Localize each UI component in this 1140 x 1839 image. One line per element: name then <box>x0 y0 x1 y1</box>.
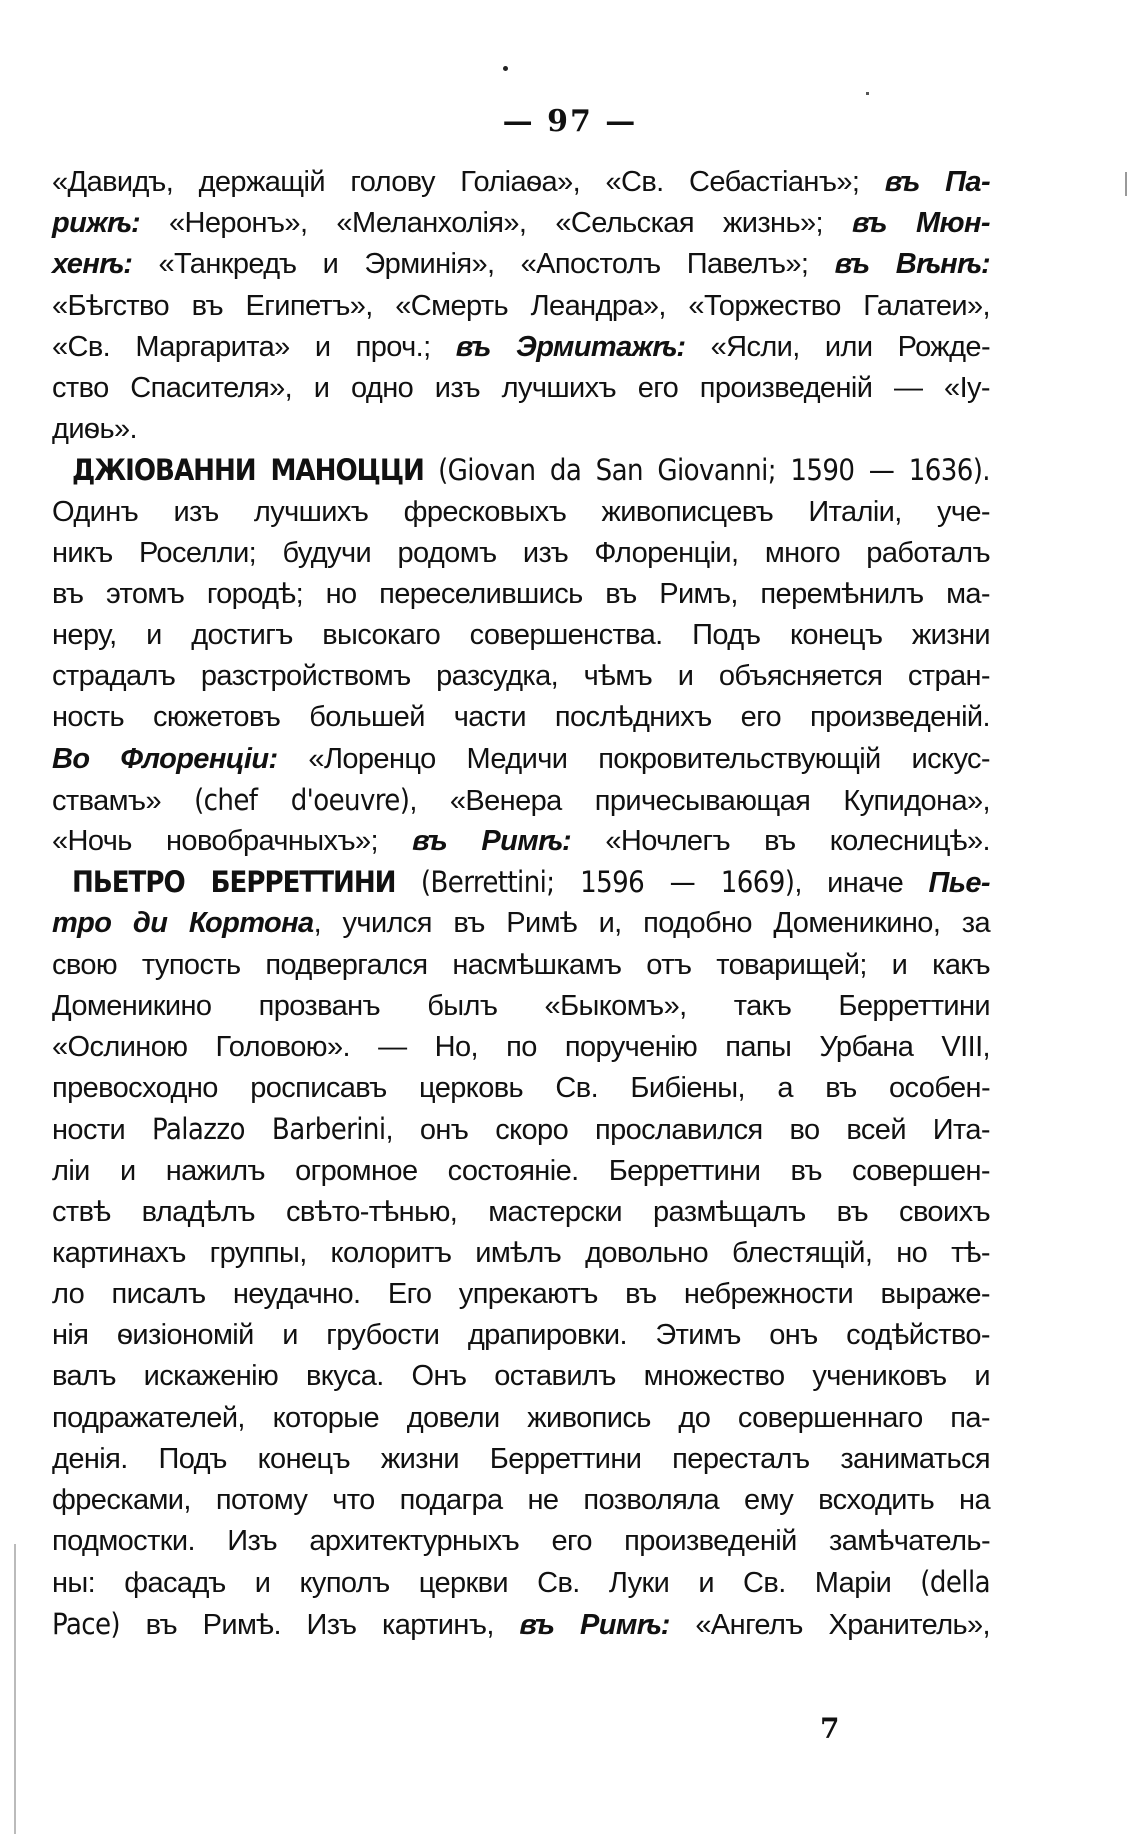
text-run: превосходно росписавъ церковь Св. Бибіены, а въ особен- <box>52 1072 990 1105</box>
scan-edge-mark <box>1125 172 1127 196</box>
text-run: ло писалъ неудачно. Его упрекаютъ въ небрежности выраже- <box>52 1278 990 1311</box>
text-run: неру, и достигъ высокаго совершенства. Подъ конецъ жизни <box>52 619 990 652</box>
text-line <box>52 286 990 327</box>
text-run <box>396 867 421 899</box>
text-line <box>52 1604 990 1645</box>
text-line <box>52 1151 990 1192</box>
text-line <box>52 1192 990 1233</box>
text-run: «Неронъ», «Меланхолія», «Сельская жизнь»; <box>140 207 852 240</box>
text-run: ности <box>52 1114 153 1147</box>
text-run: въ Римѣ. Изъ картинъ, <box>120 1608 520 1641</box>
text-run: свою тупость подвергался насмѣшкамъ отъ товарищей; и какъ <box>52 948 990 981</box>
text-line <box>52 1521 990 1562</box>
latin-run: Pace) <box>52 1606 120 1641</box>
text-line <box>52 1068 990 1109</box>
text-line <box>52 1233 990 1274</box>
text-run: ность сюжетовъ большей части послѣднихъ его произведеній. <box>52 701 990 734</box>
italic-run: рижѣ: <box>52 207 141 240</box>
speck-mark <box>866 92 869 95</box>
text-run: , иначе <box>794 867 929 900</box>
text-line <box>52 1274 990 1315</box>
text-line <box>52 821 990 862</box>
text-run: «Бѣгство въ Египетъ», «Смерть Леандра», «Торжество Галатеи», <box>52 289 990 322</box>
text-run: ліи и нажилъ огромное состояніе. Берреттини въ совершен- <box>52 1154 990 1187</box>
text-line <box>52 162 990 203</box>
text-run: ствѣ владѣлъ свѣто-тѣнью, мастерски размѣщалъ въ своихъ <box>52 1195 990 1228</box>
text-run: «Ангелъ Хранитель», <box>669 1608 991 1641</box>
text-line <box>52 739 990 780</box>
text-line <box>52 368 990 409</box>
text-run: валъ искаженію вкуса. Онъ оставилъ множество учениковъ и <box>52 1360 990 1393</box>
text-run: «Ночлегъ въ колесницѣ». <box>571 825 990 857</box>
text-run <box>424 455 438 487</box>
text-run: нія ѳизіономій и грубости драпировки. Этимъ онъ содѣйство- <box>52 1319 990 1352</box>
text-run: «Лоренцо Медичи покровительствующій искус- <box>277 742 990 775</box>
italic-run: тро ди Кортона <box>52 907 314 940</box>
text-run: фресками, потому что подагра не позволяла ему всходить на <box>52 1484 990 1516</box>
text-line <box>52 574 990 615</box>
text-line <box>52 1315 990 1356</box>
text-line <box>52 409 990 450</box>
latin-run: (Berrettini; 1596 — 1669) <box>420 865 795 900</box>
italic-run: Пье- <box>928 867 990 900</box>
text-run: «Св. Маргарита» и проч.; <box>52 330 456 363</box>
text-run: , учился въ Римѣ и, подобно Доменикино, за <box>313 907 991 940</box>
italic-run: въ Вѣнѣ: <box>834 248 991 281</box>
text-run: картинахъ группы, колоритъ имѣлъ довольно блестящій, но тѣ- <box>52 1236 990 1269</box>
text-line <box>52 1027 990 1068</box>
latin-run: Palazzo Barberini <box>152 1112 386 1147</box>
text-run: страдалъ разстройствомъ разсудка, чѣмъ и объясняется стран- <box>52 660 990 693</box>
text-line <box>52 1480 990 1521</box>
text-run: Одинъ изъ лучшихъ фресковыхъ живописцевъ Италіи, уче- <box>52 495 990 528</box>
text-line <box>52 697 990 738</box>
body-text <box>52 162 990 1645</box>
text-line <box>52 945 990 986</box>
text-run: денія. Подъ конецъ жизни Берреттини пересталъ заниматься <box>52 1442 990 1475</box>
latin-run: (della <box>920 1565 990 1600</box>
text-run: диѳь». <box>52 413 137 446</box>
text-run: подражателей, которые довели живопись до совершеннаго па- <box>52 1401 990 1434</box>
italic-run: хенѣ: <box>52 248 133 281</box>
text-line <box>52 780 990 821</box>
text-run: ны: фасадъ и куполъ церкви Св. Луки и Св. Маріи <box>52 1567 921 1600</box>
text-run: , «Венера причесывающая Купидона», <box>409 784 990 817</box>
text-run: въ этомъ городѣ; но переселившись въ Римъ, перемѣнилъ ма- <box>52 577 990 610</box>
scan-edge-line <box>14 1544 16 1834</box>
text-line <box>52 986 990 1027</box>
text-line <box>52 327 990 368</box>
page-number: — 97 — <box>502 104 638 139</box>
italic-run: въ Мюн- <box>851 207 990 240</box>
text-line <box>52 203 990 244</box>
italic-run: въ Па- <box>884 166 990 198</box>
entry-heading: ДЖІОВАННИ МАНОЦЦИ <box>72 453 424 488</box>
text-line <box>52 450 990 491</box>
text-run: «Ослиною Головою». — Но, по порученію папы Урбана VIII, <box>52 1030 990 1063</box>
latin-run: (chef d'oeuvre) <box>194 782 410 817</box>
text-line <box>52 615 990 656</box>
text-line <box>52 1109 990 1150</box>
italic-run: Во Флоренціи: <box>52 742 278 775</box>
text-line <box>52 903 990 944</box>
text-line <box>52 1356 990 1397</box>
text-line <box>52 1398 990 1439</box>
text-run: никъ Роселли; будучи родомъ изъ Флоренціи, много работалъ <box>52 536 990 569</box>
text-run: , онъ скоро прославился во всей Ита- <box>385 1114 990 1147</box>
italic-run: въ Эрмитажѣ: <box>455 330 686 363</box>
text-run: «Ночь новобрачныхъ»; <box>52 825 413 857</box>
text-run: ствамъ» <box>52 784 195 817</box>
text-run: подмостки. Изъ архитектурныхъ его произведеній замѣчатель- <box>52 1525 990 1558</box>
text-line <box>52 492 990 533</box>
entry-heading: ПЬЕТРО БЕРРЕТТИНИ <box>72 865 396 900</box>
text-line <box>52 656 990 697</box>
text-line <box>52 533 990 574</box>
text-run: «Ясли, или Рожде- <box>685 330 991 363</box>
italic-run: въ Римѣ: <box>519 1608 670 1641</box>
printer-dot <box>503 66 508 71</box>
text-line <box>52 862 990 903</box>
latin-run: (Giovan da San Giovanni; 1590 — 1636). <box>438 453 990 488</box>
text-line <box>52 244 990 285</box>
text-run: «Танкредъ и Эрминія», «Апостолъ Павелъ»; <box>132 248 835 281</box>
text-run: «Давидъ, держащій голову Голіаѳа», «Св. Себастіанъ»; <box>52 166 885 198</box>
text-run: ство Спасителя», и одно изъ лучшихъ его произведеній — «Іу- <box>52 371 990 404</box>
signature-mark: 7 <box>820 1712 840 1745</box>
text-run: Доменикино прозванъ былъ «Быкомъ», такъ Берреттини <box>52 989 990 1022</box>
text-line <box>52 1562 990 1603</box>
italic-run: въ Римѣ: <box>412 825 572 857</box>
text-line <box>52 1439 990 1480</box>
